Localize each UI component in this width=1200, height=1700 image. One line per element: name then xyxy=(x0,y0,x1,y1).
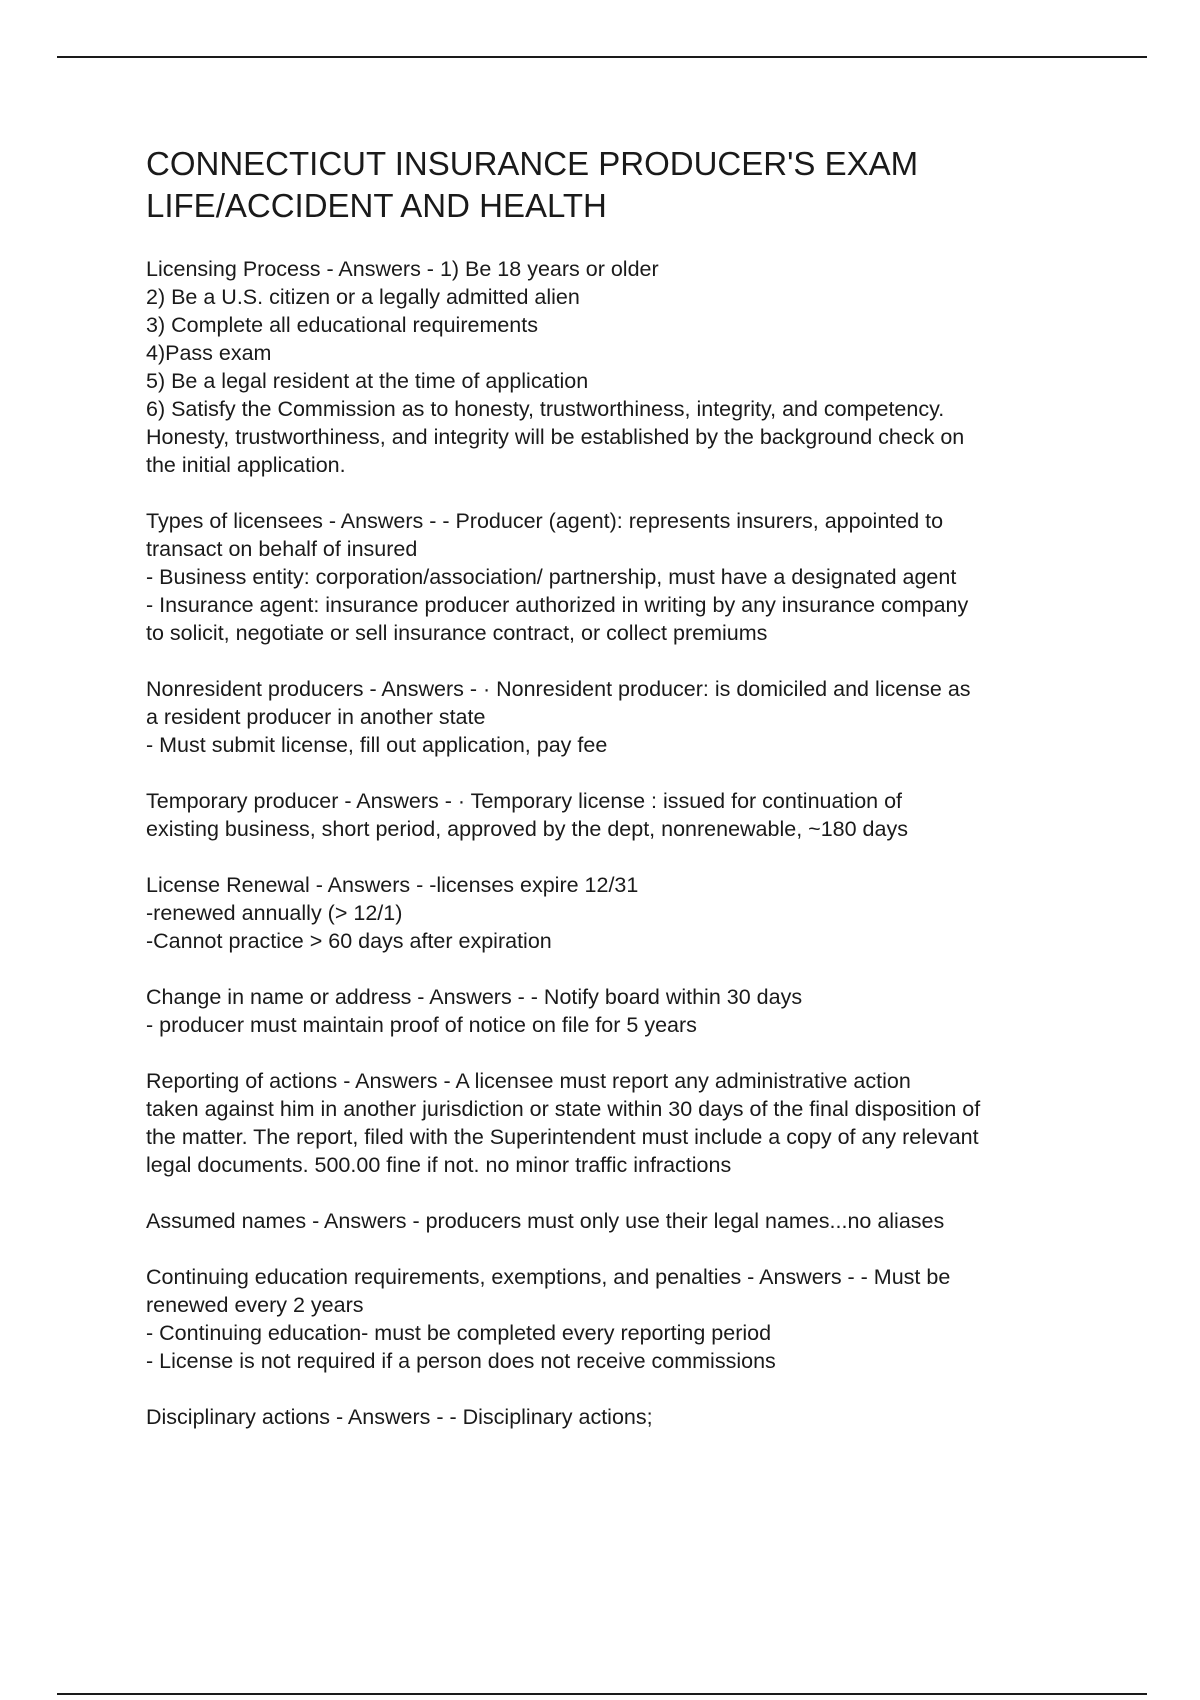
entry-line: - producer must maintain proof of notice on file for 5 years xyxy=(146,1013,697,1037)
entry-line: Assumed names - Answers - producers must only use their legal names...no aliases xyxy=(146,1209,945,1233)
entry-line: Temporary producer - Answers - · Temporary license : issued for continuation of xyxy=(146,789,903,813)
entry-line: - Insurance agent: insurance producer authorized in writing by any insurance company xyxy=(146,593,969,617)
entry-line: License Renewal - Answers - -licenses expire 12/31 xyxy=(146,873,639,897)
entry-line: - License is not required if a person does not receive commissions xyxy=(146,1349,776,1373)
entry-line: -renewed annually (> 12/1) xyxy=(146,901,403,925)
entry-line: Disciplinary actions - Answers - - Disciplinary actions; xyxy=(146,1405,653,1429)
entry-line: 4)Pass exam xyxy=(146,341,272,365)
entry-line: Honesty, trustworthiness, and integrity will be established by the background check on xyxy=(146,425,965,449)
entry-line: transact on behalf of insured xyxy=(146,537,418,561)
entry-line: 3) Complete all educational requirements xyxy=(146,313,538,337)
entry-line: Types of licensees - Answers - - Producer (agent): represents insurers, appointed to xyxy=(146,509,944,533)
entry-line: - Continuing education- must be completed every reporting period xyxy=(146,1321,772,1345)
entry-line: Licensing Process - Answers - 1) Be 18 years or older xyxy=(146,257,659,281)
qa-entry xyxy=(146,507,1106,647)
entry-line: legal documents. 500.00 fine if not. no minor traffic infractions xyxy=(146,1153,732,1177)
entry-line: Change in name or address - Answers - - Notify board within 30 days xyxy=(146,985,803,1009)
qa-entries xyxy=(146,255,1106,1431)
entry-line: Continuing education requirements, exemptions, and penalties - Answers - - Must be xyxy=(146,1265,951,1289)
entry-line: the initial application. xyxy=(146,453,346,477)
qa-entry xyxy=(146,675,1106,759)
title-line-1: CONNECTICUT INSURANCE PRODUCER'S EXAM xyxy=(146,145,919,182)
entry-line: Reporting of actions - Answers - A licensee must report any administrative action xyxy=(146,1069,911,1093)
entry-line: 5) Be a legal resident at the time of application xyxy=(146,369,589,393)
entry-line: taken against him in another jurisdiction or state within 30 days of the final disposition of xyxy=(146,1097,981,1121)
qa-entry xyxy=(146,871,1106,955)
entry-line: 6) Satisfy the Commission as to honesty, trustworthiness, integrity, and competency. xyxy=(146,397,945,421)
entry-line: a resident producer in another state xyxy=(146,705,486,729)
qa-entry xyxy=(146,1207,1106,1235)
qa-entry xyxy=(146,1403,1106,1431)
entry-line: -Cannot practice > 60 days after expiration xyxy=(146,929,552,953)
qa-entry xyxy=(146,1067,1106,1179)
entry-line: - Must submit license, fill out application, pay fee xyxy=(146,733,608,757)
document-body xyxy=(146,143,1106,1459)
qa-entry xyxy=(146,983,1106,1039)
entry-line: renewed every 2 years xyxy=(146,1293,364,1317)
bottom-rule xyxy=(57,1693,1147,1695)
document-title xyxy=(146,143,1106,227)
top-rule xyxy=(57,56,1147,58)
entry-line: Nonresident producers - Answers - · Nonresident producer: is domiciled and license as xyxy=(146,677,971,701)
qa-entry xyxy=(146,1263,1106,1375)
entry-line: to solicit, negotiate or sell insurance contract, or collect premiums xyxy=(146,621,768,645)
entry-line: - Business entity: corporation/association/ partnership, must have a designated agent xyxy=(146,565,957,589)
qa-entry xyxy=(146,255,1106,479)
entry-line: existing business, short period, approved by the dept, nonrenewable, ~180 days xyxy=(146,817,908,841)
qa-entry xyxy=(146,787,1106,843)
title-line-2: LIFE/ACCIDENT AND HEALTH xyxy=(146,187,607,224)
entry-line: the matter. The report, filed with the Superintendent must include a copy of any relevant xyxy=(146,1125,979,1149)
entry-line: 2) Be a U.S. citizen or a legally admitted alien xyxy=(146,285,580,309)
